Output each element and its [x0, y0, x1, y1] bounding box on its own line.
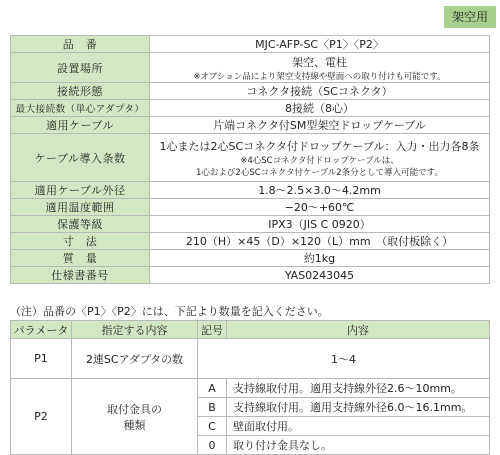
- spec-row: [11, 100, 490, 117]
- spec-row: [11, 53, 490, 83]
- parameter-table: [10, 320, 490, 455]
- option-desc: 壁面取付用。: [227, 417, 490, 436]
- param-item: 種類: [123, 418, 146, 432]
- spec-table: [10, 35, 490, 284]
- option-code: A: [198, 379, 227, 398]
- option-desc: 支持線取付用。適用支持線外径2.6〜10mm。: [227, 379, 490, 398]
- spec-row: [11, 216, 490, 233]
- spec-value: 片端コネクタ付SM型架空ドロップケーブル: [150, 117, 490, 134]
- spec-value: −20〜+60℃: [150, 199, 490, 216]
- spec-value: YAS0243045: [150, 267, 490, 284]
- option-code: B: [198, 398, 227, 417]
- spec-row: [11, 250, 490, 267]
- param-name: P2: [11, 379, 72, 455]
- spec-row: [11, 233, 490, 250]
- parameter-table-header: [11, 321, 490, 339]
- spec-label: 適用温度範囲: [11, 199, 150, 216]
- spec-label: 最大接続数（単心アダプタ）: [11, 100, 150, 117]
- spec-label: 接続形態: [11, 83, 150, 100]
- spec-label: 品 番: [11, 36, 150, 53]
- spec-footnote: ※オプション品により架空支持線や壁面への取り付けも可能です。: [193, 71, 446, 82]
- spec-footnote: 1心および2心SCコネクタ付ケーブル2条分として導入可能です。: [196, 167, 443, 178]
- spec-value: IPX3（JIS C 0920）: [150, 216, 490, 233]
- param-item: 取付金具の: [107, 402, 162, 416]
- spec-label: 適用ケーブル: [11, 117, 150, 134]
- spec-label: 質 量: [11, 250, 150, 267]
- param-name: P1: [11, 339, 72, 379]
- header-content: 内容: [227, 321, 490, 339]
- spec-value: 210（H）×45（D）×120（L）mm （取付板除く）: [150, 233, 490, 250]
- spec-row: [11, 117, 490, 134]
- option-desc: 取り付け金具なし。: [227, 436, 490, 455]
- header-code: 記号: [198, 321, 227, 339]
- option-code: 0: [198, 436, 227, 455]
- spec-value: 約1kg: [150, 250, 490, 267]
- spec-footnote: ※4心SCコネクタ付ドロップケーブルは、: [240, 155, 399, 166]
- spec-value: コネクタ接続（SCコネクタ）: [150, 83, 490, 100]
- spec-row: [11, 199, 490, 216]
- spec-label: ケーブル導入条数: [11, 134, 150, 182]
- spec-value: MJC-AFP-SC〈P1〉〈P2〉: [150, 36, 490, 53]
- spec-label: 仕様書番号: [11, 267, 150, 284]
- spec-label: 寸 法: [11, 233, 150, 250]
- spec-value: 1.8〜2.5×3.0〜4.2mm: [150, 182, 490, 199]
- spec-value: 架空、電柱: [292, 55, 347, 69]
- spec-value: 8接続（8心）: [150, 100, 490, 117]
- option-desc: 支持線取付用。適用支持線外径6.0〜16.1mm。: [227, 398, 490, 417]
- category-tag: 架空用: [444, 6, 496, 28]
- parameter-note: （注）品番の〈P1〉〈P2〉には、下記より数量を記入ください。: [10, 305, 329, 318]
- spec-row: [11, 267, 490, 284]
- spec-label: 保護等級: [11, 216, 150, 233]
- parameter-row-p1: [11, 339, 490, 379]
- spec-row: [11, 36, 490, 53]
- param-item: 2連SCアダプタの数: [72, 339, 198, 379]
- header-parameter: パラメータ: [11, 321, 72, 339]
- parameter-row-p2: [11, 379, 490, 398]
- spec-row: [11, 182, 490, 199]
- header-item: 指定する内容: [72, 321, 198, 339]
- spec-row: [11, 134, 490, 182]
- spec-row: [11, 83, 490, 100]
- spec-label: 設置場所: [11, 53, 150, 83]
- param-content: 1〜4: [198, 339, 490, 379]
- spec-value: 1心または2心SCコネクタ付ドロップケーブル：入力・出力各8条: [159, 139, 480, 153]
- spec-label: 適用ケーブル外径: [11, 182, 150, 199]
- option-code: C: [198, 417, 227, 436]
